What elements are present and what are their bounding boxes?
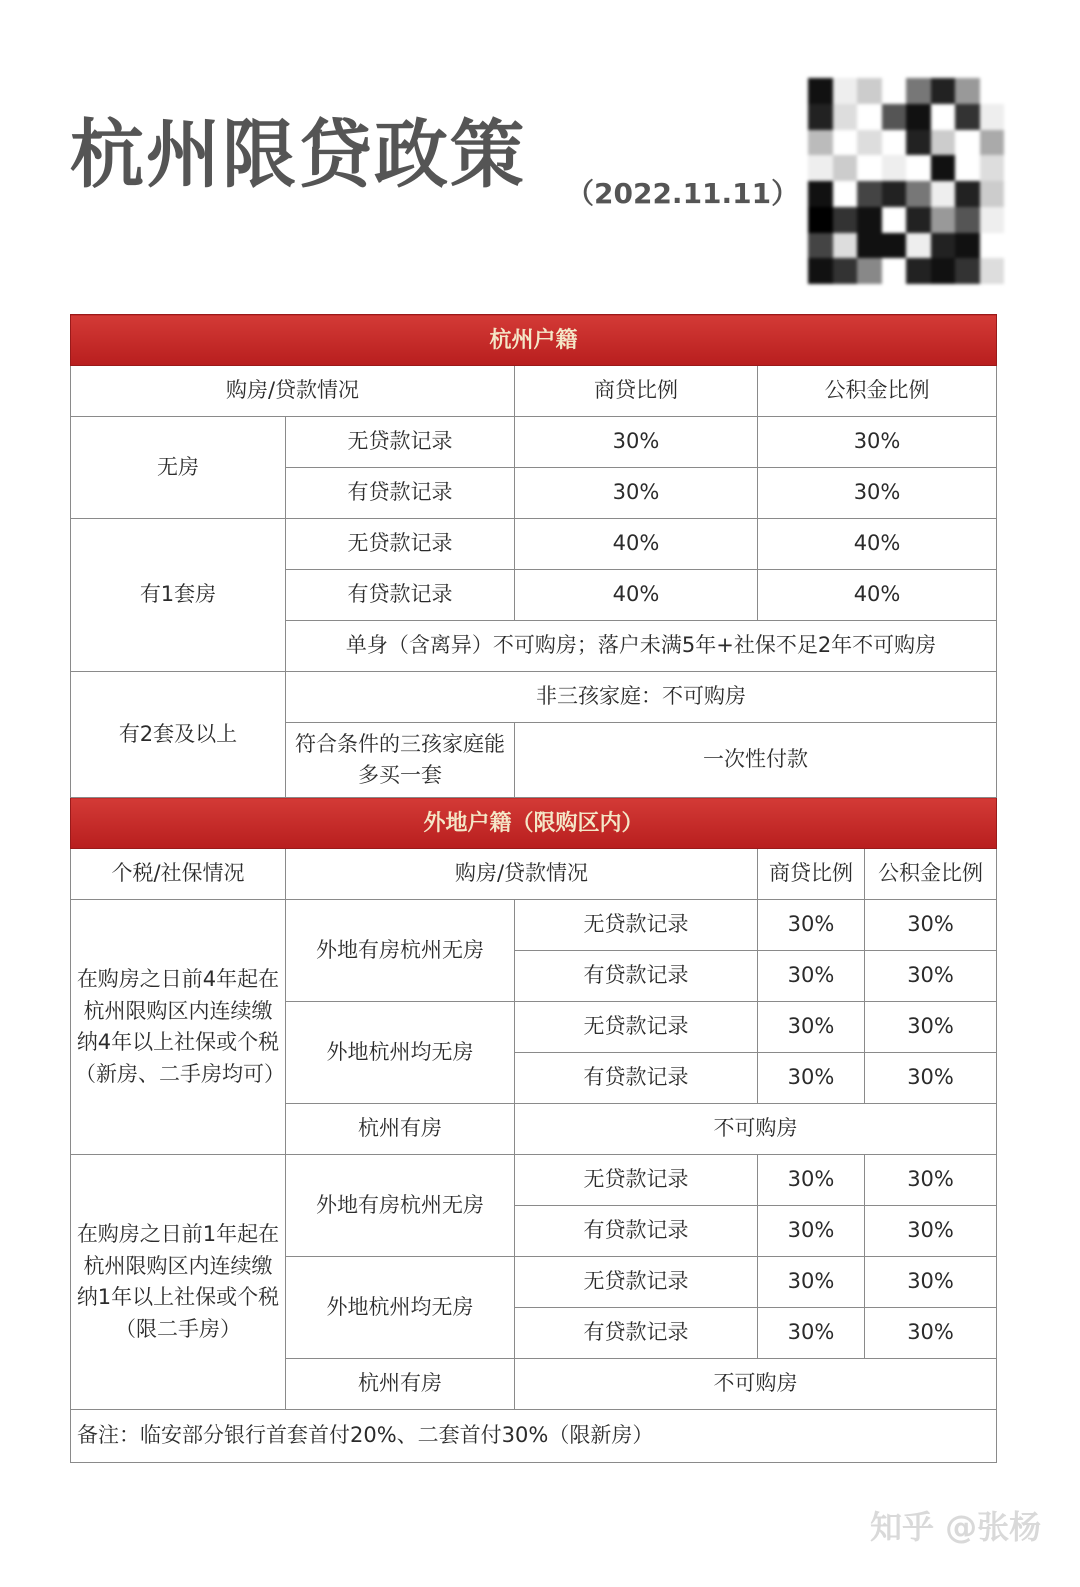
commercial-ratio: 30% <box>758 1002 865 1053</box>
purchase-restriction: 不可购房 <box>515 1104 997 1155</box>
loan-record: 有贷款记录 <box>515 951 758 1002</box>
section-title: 外地户籍（限购区内） <box>71 798 997 849</box>
loan-record: 有贷款记录 <box>286 570 515 621</box>
fund-ratio: 30% <box>865 1053 997 1104</box>
loan-record: 无贷款记录 <box>515 1002 758 1053</box>
table-row <box>71 1155 997 1206</box>
fund-ratio: 30% <box>865 1002 997 1053</box>
section-header-hangzhou-hukou <box>71 315 997 366</box>
commercial-ratio: 30% <box>758 1053 865 1104</box>
table-row <box>71 417 997 468</box>
table-header-row <box>71 849 997 900</box>
column-header: 商贷比例 <box>515 366 758 417</box>
commercial-ratio: 40% <box>515 570 758 621</box>
commercial-ratio: 30% <box>758 1206 865 1257</box>
fund-ratio: 40% <box>758 570 997 621</box>
watermark: 知乎 @张杨 <box>870 1508 1042 1546</box>
fund-ratio: 30% <box>865 1257 997 1308</box>
fund-ratio: 30% <box>865 1308 997 1359</box>
loan-record: 无贷款记录 <box>515 1257 758 1308</box>
commercial-ratio: 30% <box>758 1155 865 1206</box>
restriction-note: 非三孩家庭：不可购房 <box>286 672 997 723</box>
housing-situation: 杭州有房 <box>286 1104 515 1155</box>
blurred-qr-code-image <box>808 78 1004 284</box>
commercial-ratio: 30% <box>515 417 758 468</box>
policy-date: （2022.11.11） <box>566 177 800 210</box>
fund-ratio: 40% <box>758 519 997 570</box>
column-header: 公积金比例 <box>865 849 997 900</box>
fund-ratio: 30% <box>865 1155 997 1206</box>
table-row <box>71 672 997 723</box>
commercial-ratio: 30% <box>515 468 758 519</box>
section-title: 杭州户籍 <box>71 315 997 366</box>
commercial-ratio: 30% <box>758 900 865 951</box>
restriction-note: 单身（含离异）不可购房；落户未满5年+社保不足2年不可购房 <box>286 621 997 672</box>
loan-policy-table <box>70 314 997 1463</box>
three-child-label: 符合条件的三孩家庭能多买一套 <box>286 723 515 798</box>
tax-condition: 在购房之日前4年起在杭州限购区内连续缴纳4年以上社保或个税（新房、二手房均可） <box>71 900 286 1155</box>
column-header: 购房/贷款情况 <box>71 366 515 417</box>
column-header: 购房/贷款情况 <box>286 849 758 900</box>
footnote: 备注：临安部分银行首套首付20%、二套首付30%（限新房） <box>71 1410 997 1463</box>
fund-ratio: 30% <box>865 1206 997 1257</box>
loan-record: 无贷款记录 <box>515 1155 758 1206</box>
loan-record: 有贷款记录 <box>515 1308 758 1359</box>
fund-ratio: 30% <box>865 951 997 1002</box>
loan-record: 有贷款记录 <box>286 468 515 519</box>
payment-requirement: 一次性付款 <box>515 723 997 798</box>
housing-situation: 外地有房杭州无房 <box>286 1155 515 1257</box>
column-header: 公积金比例 <box>758 366 997 417</box>
fund-ratio: 30% <box>758 468 997 519</box>
loan-record: 有贷款记录 <box>515 1206 758 1257</box>
column-header: 个税/社保情况 <box>71 849 286 900</box>
commercial-ratio: 30% <box>758 1308 865 1359</box>
group-label: 无房 <box>71 417 286 519</box>
loan-record: 无贷款记录 <box>286 417 515 468</box>
loan-record: 有贷款记录 <box>515 1053 758 1104</box>
commercial-ratio: 30% <box>758 951 865 1002</box>
fund-ratio: 30% <box>758 417 997 468</box>
column-header: 商贷比例 <box>758 849 865 900</box>
fund-ratio: 30% <box>865 900 997 951</box>
purchase-restriction: 不可购房 <box>515 1359 997 1410</box>
tax-condition: 在购房之日前1年起在杭州限购区内连续缴纳1年以上社保或个税（限二手房） <box>71 1155 286 1410</box>
housing-situation: 外地杭州均无房 <box>286 1002 515 1104</box>
table-header-row <box>71 366 997 417</box>
housing-situation: 杭州有房 <box>286 1359 515 1410</box>
housing-situation: 外地杭州均无房 <box>286 1257 515 1359</box>
table-footer-row <box>71 1410 997 1463</box>
housing-situation: 外地有房杭州无房 <box>286 900 515 1002</box>
group-label: 有1套房 <box>71 519 286 672</box>
commercial-ratio: 40% <box>515 519 758 570</box>
loan-record: 无贷款记录 <box>286 519 515 570</box>
table-row <box>71 519 997 570</box>
page-title: 杭州限贷政策 <box>70 112 526 198</box>
section-header-nonlocal-hukou <box>71 798 997 849</box>
loan-record: 无贷款记录 <box>515 900 758 951</box>
table-row <box>71 900 997 951</box>
commercial-ratio: 30% <box>758 1257 865 1308</box>
group-label: 有2套及以上 <box>71 672 286 798</box>
